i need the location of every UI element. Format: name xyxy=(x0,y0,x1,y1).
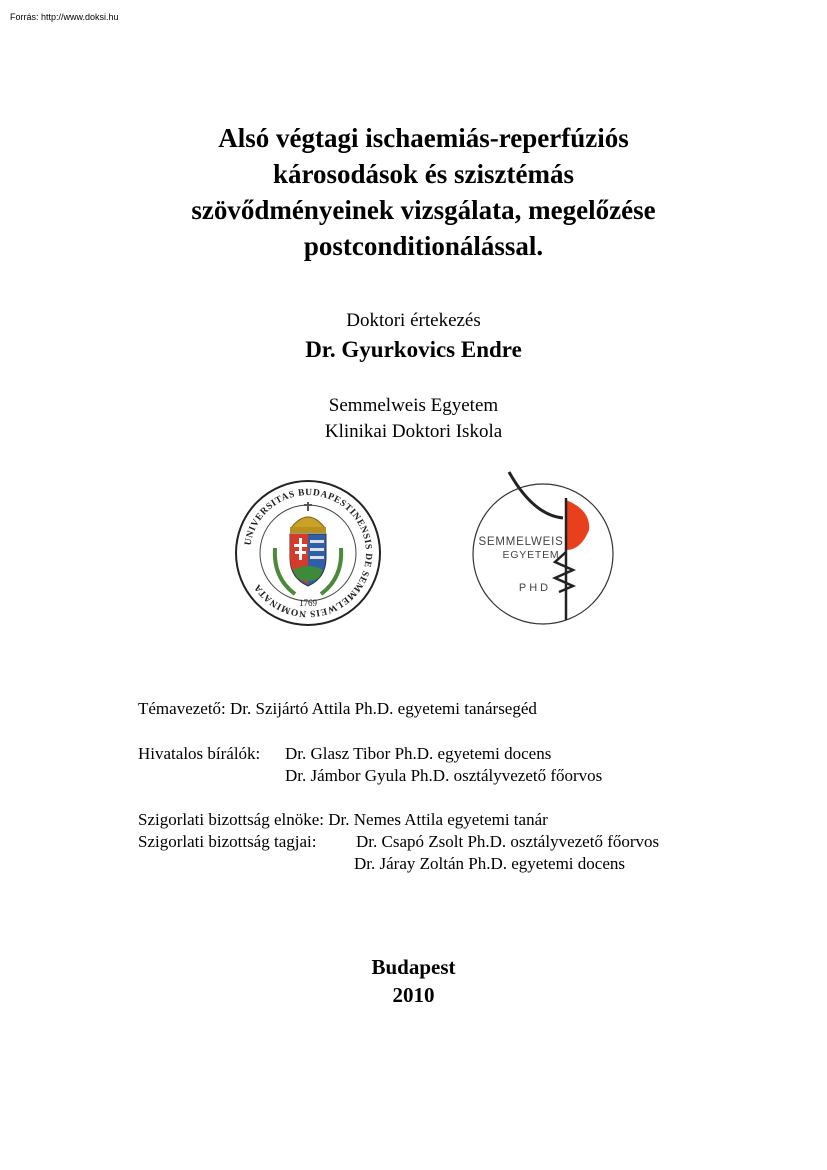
chair-name: Dr. Nemes Attila egyetemi tanár xyxy=(328,810,548,829)
member-name: Dr. Járay Zoltán Ph.D. egyetemi docens xyxy=(354,854,625,873)
year: 2010 xyxy=(392,983,435,1007)
document-subtitle: Doktori értekezés xyxy=(346,310,481,331)
supervisor-name: Dr. Szijártó Attila Ph.D. egyetemi tanársegéd xyxy=(230,699,537,718)
seal-icon xyxy=(233,478,383,628)
seal-ring-text: UNIVERSITAS BUDAPESTINENSIS DE SEMMELWEIS NOMINATA xyxy=(243,487,374,619)
logo-line-3: PHD xyxy=(518,582,552,594)
university-seal-logo xyxy=(233,478,383,628)
members-label: Szigorlati bizottság tagjai: xyxy=(138,832,317,851)
supervisor-label: Témavezető: xyxy=(138,699,226,718)
logo-line-2: EGYETEM xyxy=(502,549,560,561)
members-row xyxy=(138,831,660,853)
chair-label: Szigorlati bizottság elnöke: xyxy=(138,810,325,829)
members-row xyxy=(138,853,625,875)
member-name: Dr. Csapó Zsolt Ph.D. osztályvezető főorvos xyxy=(356,832,660,851)
title-line: károsodások és szisztémás xyxy=(272,159,574,189)
footer xyxy=(0,953,827,1009)
reviewers-row xyxy=(138,765,603,787)
document-title xyxy=(100,120,747,264)
city: Budapest xyxy=(371,955,456,979)
source-line: Forrás: http://www.doksi.hu xyxy=(10,12,119,22)
reviewer-name: Dr. Glasz Tibor Ph.D. egyetemi docens xyxy=(285,744,552,763)
logo-line-1: SEMMELWEIS xyxy=(478,536,564,548)
author-name: Dr. Gyurkovics Endre xyxy=(305,337,522,362)
reviewers-label: Hivatalos bírálók: xyxy=(138,744,261,763)
phd-emblem-icon xyxy=(463,470,623,630)
institution xyxy=(0,393,827,445)
title-line: Alsó végtagi ischaemiás-reperfúziós xyxy=(218,123,629,153)
semmelweis-phd-logo xyxy=(463,470,623,630)
seal-year: 1769 xyxy=(299,598,317,608)
title-line: postconditionálással. xyxy=(303,231,544,261)
supervisor-row xyxy=(138,698,548,720)
reviewer-name: Dr. Jámbor Gyula Ph.D. osztályvezető főorvos xyxy=(285,766,603,785)
school-name: Klinikai Doktori Iskola xyxy=(324,421,503,442)
committee-section xyxy=(138,698,660,875)
reviewers-row xyxy=(138,743,552,765)
chair-row xyxy=(138,809,548,831)
title-line: szövődményeinek vizsgálata, megelőzése xyxy=(191,195,656,225)
university-name: Semmelweis Egyetem xyxy=(328,395,499,416)
